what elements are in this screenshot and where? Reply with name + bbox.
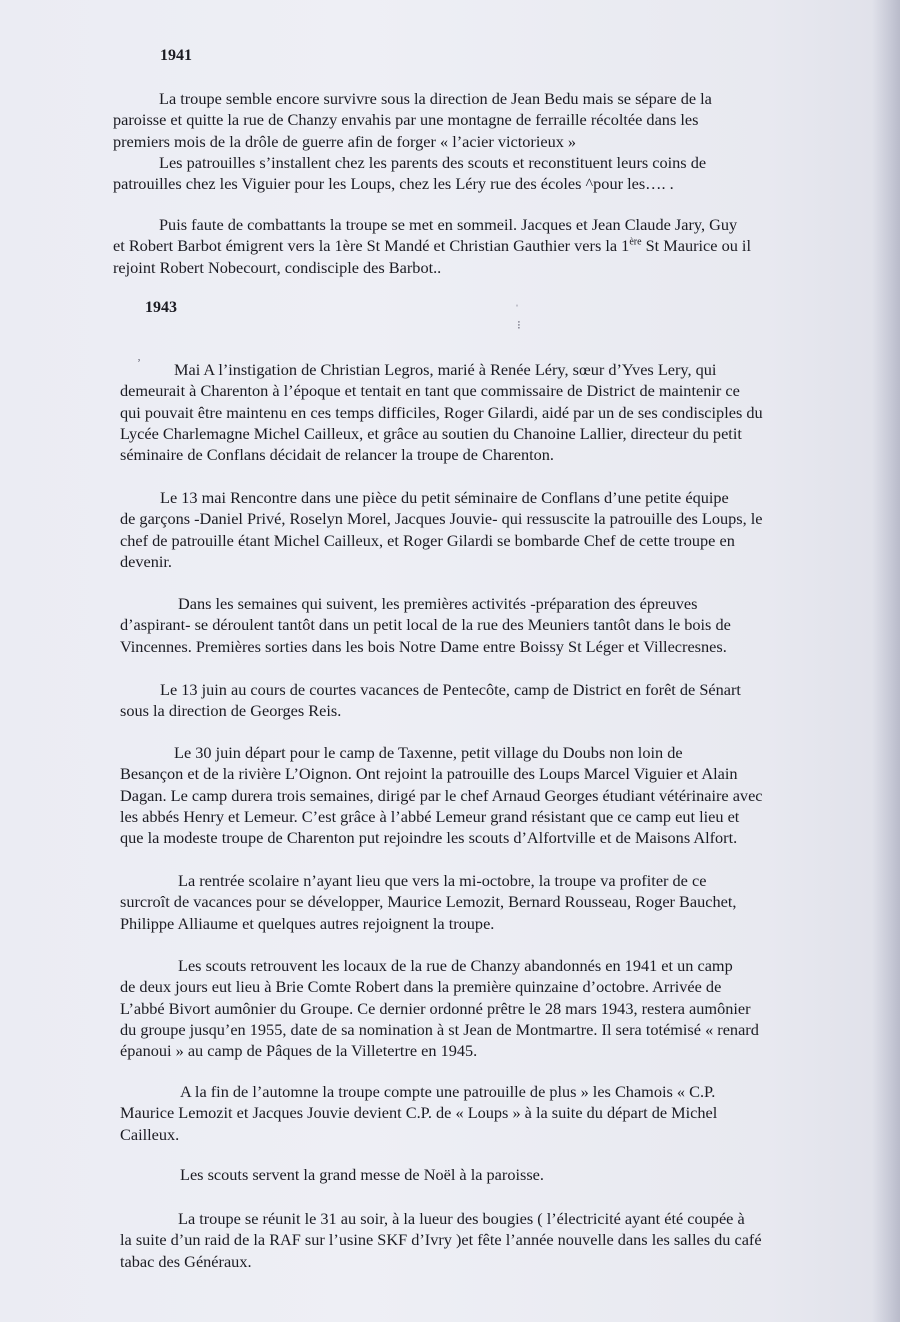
- paragraph-1943-6: La rentrée scolaire n’ayant lieu que vers la mi-octobre, la troupe va profiter de ce surcroît de vacances pour se développer, Maurice Lemozit, Bernard Rousseau, Roger Bauchet, Philippe Alliaume et quelques autres rejoignent la troupe.: [120, 871, 737, 933]
- paragraph-1943-10: La troupe se réunit le 31 au soir, à la lueur des bougies ( l’électricité ayant été coupée à la suite d’un raid de la RAF sur l’usine SKF d’Ivry )et fête l’année nouvelle dans les salles du café tabac des Généraux.: [120, 1209, 762, 1271]
- superscript-ere: ère: [629, 236, 642, 248]
- paragraph-1943-9: Les scouts servent la grand messe de Noël à la paroisse.: [180, 1165, 544, 1184]
- paragraph-1943-4: Le 13 juin au cours de courtes vacances de Pentecôte, camp de District en forêt de Sénart sous la direction de Georges Reis.: [120, 680, 741, 721]
- paragraph-1941-2: Les patrouilles s’installent chez les parents des scouts et reconstituent leurs coins de patrouilles chez les Viguier pour les Loups, chez les Léry rue des écoles ^pour les…. .: [113, 153, 707, 194]
- paragraph-1941-1: La troupe semble encore survivre sous la direction de Jean Bedu mais se sépare de la paroisse et quitte la rue de Chanzy envahis par une montagne de ferraille récoltée dans les premiers mois de la drôle de guerre afin de forger « l’acier victorieux »: [113, 89, 712, 151]
- scan-speck: ⁝: [517, 318, 521, 332]
- page-edge-shadow: [872, 0, 900, 1322]
- year-heading-1943: 1943: [145, 299, 177, 316]
- paragraph-1941-3-text-b: St Maurice ou il rejoint Robert Nobecourt, condisciple des Barbot..: [113, 236, 751, 277]
- paragraph-1943-7: Les scouts retrouvent les locaux de la rue de Chanzy abandonnés en 1941 et un camp de deux jours eut lieu à Brie Comte Robert dans la première quinzaine d’octobre. Arrivée de L’abbé Bivort aumônier du Groupe. Ce dernier ordonné prêtre le 28 mars 1943, restera aumônier du groupe jusqu’en 1955, date de sa nomination à st Jean de Montmartre. Il sera totémisé « renard épanoui » au camp de Pâques de la Villetertre en 1945.: [120, 956, 759, 1061]
- paragraph-1943-2: Le 13 mai Rencontre dans une pièce du petit séminaire de Conflans d’une petite équipe de garçons -Daniel Privé, Roselyn Morel, Jacques Jouvie- qui ressuscite la patrouille des Loups, le chef de patrouille étant Michel Cailleux, et Roger Gilardi se bombarde Chef de cette troupe en devenir.: [120, 488, 763, 571]
- scan-speck: ʼ: [137, 356, 141, 370]
- paragraph-1943-3: Dans les semaines qui suivent, les premières activités -préparation des épreuves d’aspirant- se déroulent tantôt dans un petit local de la rue des Meuniers tantôt dans le bois de Vincennes. Premières sorties dans les bois Notre Dame entre Boissy St Léger et Villecresnes.: [120, 594, 731, 656]
- paragraph-1941-3: [113, 214, 829, 278]
- paragraph-1943-5: Le 30 juin départ pour le camp de Taxenne, petit village du Doubs non loin de Besançon et de la rivière L’Oignon. Ont rejoint la patrouille des Loups Marcel Viguier et Alain Dagan. Le camp durera trois semaines, dirigé par le chef Arnaud Georges étudiant vétérinaire avec les abbés Henry et Lemeur. C’est grâce à l’abbé Lemeur grand résistant que ce camp eut lieu et que la modeste troupe de Charenton put rejoindre les scouts d’Alfortville et de Maisons Alfort.: [120, 743, 763, 848]
- paragraph-1943-8: A la fin de l’automne la troupe compte une patrouille de plus » les Chamois « C.P. Maurice Lemozit et Jacques Jouvie devient C.P. de « Loups » à la suite du départ de Michel Cailleux.: [120, 1082, 718, 1144]
- paragraph-1943-1: Mai A l’instigation de Christian Legros, marié à Renée Léry, sœur d’Yves Lery, qui demeurait à Charenton à l’époque et tentait en tant que commissaire de District de maintenir ce qui pouvait être maintenu en ces temps difficiles, Roger Gilardi, aidé par un de ses condisciples du Lycée Charlemagne Michel Cailleux, et grâce au soutien du Chanoine Lallier, directeur du petit séminaire de Conflans décidait de relancer la troupe de Charenton.: [120, 360, 763, 465]
- scan-speck: ˈ: [515, 302, 519, 316]
- paragraph-1941-3-text-a: Puis faute de combattants la troupe se met en sommeil. Jacques et Jean Claude Jary, Guy et Robert Barbot émigrent vers la 1ère St Mandé et Christian Gauthier vers la 1: [113, 215, 738, 256]
- year-heading-1941: 1941: [160, 47, 192, 64]
